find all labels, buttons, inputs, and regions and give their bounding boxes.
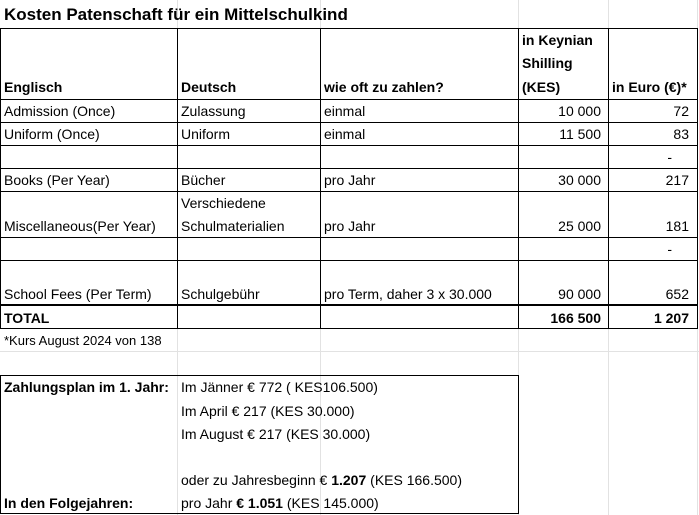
cell-kes[interactable]: 11 500 [559,126,601,142]
cell-frequency[interactable]: einmal [324,126,366,142]
cell-deutsch[interactable]: Zulassung [181,103,246,119]
table-border [0,122,698,123]
cell-euro[interactable]: 72 [673,103,689,119]
cell-frequency[interactable]: pro Jahr [324,172,376,188]
cell-frequency[interactable]: pro Term, daher 3 x 30.000 [324,286,492,302]
plan-annual-amount: 1.207 [331,472,367,488]
table-border [320,28,321,328]
followup-line[interactable] [181,494,379,512]
cell-euro[interactable]: 217 [665,172,689,188]
plan-annual-post: (KES 166.500) [366,472,462,488]
followup-pre: pro Jahr [181,495,237,511]
table-border [697,28,698,328]
cell-kes[interactable]: 25 000 [558,218,601,234]
cell-euro[interactable]: - [667,241,672,257]
plan-border [0,375,519,376]
table-border [177,28,178,328]
cell-deutsch[interactable]: Bücher [181,172,226,188]
cell-english[interactable]: School Fees (Per Term) [4,286,152,302]
cell-frequency[interactable]: einmal [324,103,366,119]
plan-border [0,513,519,514]
followup-post: (KES 145.000) [282,495,379,511]
cell-english[interactable]: Books (Per Year) [4,172,110,188]
followup-label[interactable]: In den Folgejahren: [4,495,134,511]
cell-kes[interactable]: 90 000 [558,286,601,302]
header-english[interactable]: Englisch [4,79,63,95]
plan-line-annual[interactable] [181,471,462,489]
plan-border [518,375,519,514]
header-kes-line1[interactable]: in Keynian [522,32,593,48]
table-border [0,168,698,169]
header-kes-line3[interactable]: (KES) [522,79,561,95]
table-border [518,28,519,328]
header-deutsch[interactable]: Deutsch [181,79,237,95]
cell-english[interactable]: Uniform (Once) [4,126,100,142]
header-euro[interactable]: in Euro (€)* [612,79,687,95]
cell-english[interactable]: Admission (Once) [4,103,116,119]
plan-line-april[interactable]: Im April € 217 (KES 30.000) [181,403,355,419]
cell-euro[interactable]: 652 [665,286,689,302]
table-border [0,28,1,328]
cell-deutsch-line2[interactable]: Schulmaterialien [181,218,285,234]
table-border [0,237,698,238]
cell-kes[interactable]: 30 000 [558,172,601,188]
header-kes-line2[interactable]: Shilling [522,55,573,71]
cell-deutsch[interactable]: Uniform [181,126,231,142]
table-border [608,28,609,328]
gridline [0,351,699,352]
total-label[interactable]: TOTAL [4,310,50,326]
followup-amount: € 1.051 [236,495,283,511]
cell-english[interactable]: Miscellaneous(Per Year) [4,218,156,234]
plan-border [0,375,1,514]
cell-euro[interactable]: - [667,149,672,165]
table-border [0,99,698,100]
table-border [0,191,698,192]
cell-deutsch-line1[interactable]: Verschiedene [181,195,266,211]
sheet-title: Kosten Patenschaft für ein Mittelschulkind [4,5,348,24]
cell-frequency[interactable]: pro Jahr [324,218,376,234]
plan-annual-pre: oder zu Jahresbeginn € [181,472,332,488]
cell-euro[interactable]: 181 [665,218,689,234]
table-border [0,328,698,329]
cell-euro[interactable]: 83 [673,126,689,142]
cell-kes[interactable]: 10 000 [558,103,601,119]
cell-deutsch[interactable]: Schulgebühr [181,286,260,302]
header-frequency[interactable]: wie oft zu zahlen? [324,79,444,95]
plan-label[interactable]: Zahlungsplan im 1. Jahr: [4,379,169,395]
table-border [0,260,698,261]
plan-line-january[interactable]: Im Jänner € 772 ( KES106.500) [181,379,378,395]
plan-line-august[interactable]: Im August € 217 (KES 30.000) [181,426,371,442]
footnote[interactable]: *Kurs August 2024 von 138 [4,333,162,348]
table-border [0,28,698,29]
table-border [0,304,698,306]
table-border [0,145,698,146]
total-euro[interactable]: 1 207 [653,310,689,326]
total-kes[interactable]: 166 500 [550,310,601,326]
